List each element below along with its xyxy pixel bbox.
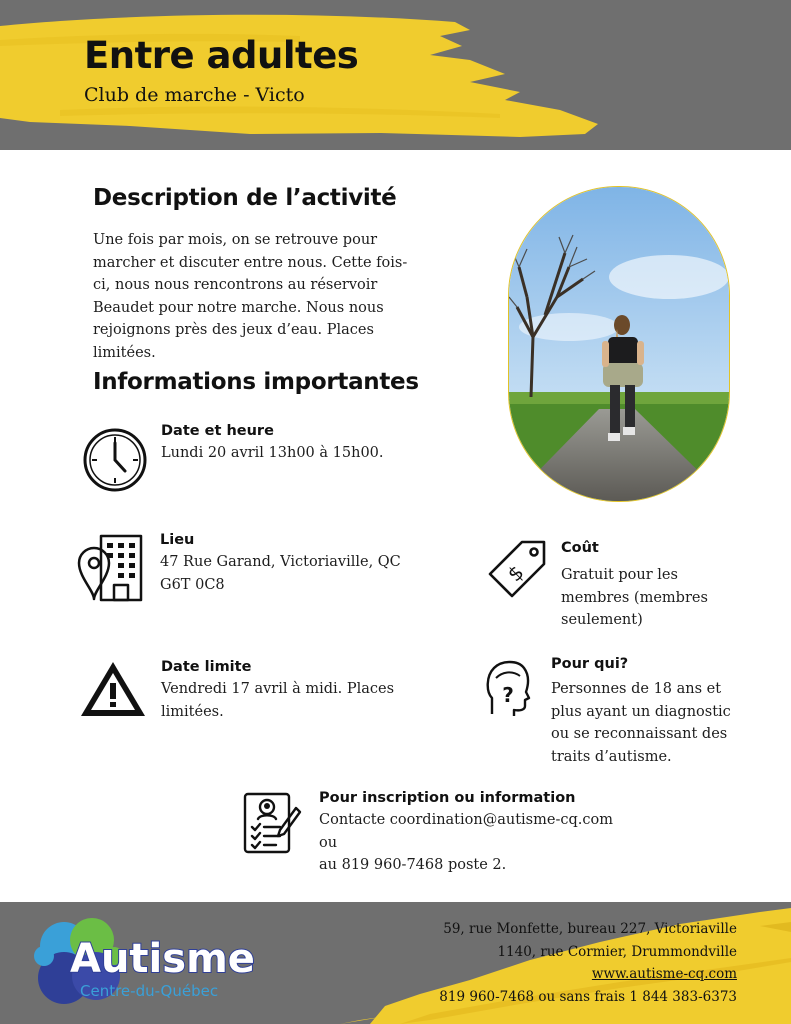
inscription-email-line[interactable]: Contacte coordination@autisme-cq.com	[319, 812, 613, 828]
price-tag-icon	[486, 538, 548, 600]
clipboard-checklist-icon	[242, 790, 302, 856]
footer-phone: 819 960-7468 ou sans frais 1 844 383-6373	[439, 988, 737, 1005]
photo-illustration	[509, 187, 729, 501]
info-heading: Informations importantes	[93, 369, 419, 395]
date-label: Date et heure	[161, 423, 274, 439]
question-head-icon	[484, 658, 532, 718]
header-band	[0, 0, 791, 150]
description-heading: Description de l’activité	[93, 185, 397, 211]
cout-value: Gratuit pour les membres (membres seulement)	[561, 567, 708, 629]
building-location-icon	[77, 533, 145, 603]
svg-text:$: $	[502, 560, 529, 587]
website-link[interactable]: www.autisme-cq.com	[591, 966, 737, 982]
inscription-or-line: ou	[319, 835, 338, 851]
cout-label: Coût	[561, 540, 599, 556]
page-title: Entre adultes	[84, 34, 359, 77]
walking-woman-photo	[508, 186, 730, 502]
pourqui-value: Personnes de 18 ans et plus ayant un diagnostic ou se reconnaissant des traits d’autisme.	[551, 681, 731, 765]
address-drummondville: 1140, rue Cormier, Drummondville	[497, 943, 737, 960]
autisme-logo	[34, 916, 264, 1012]
clock-icon	[82, 427, 148, 493]
puzzle-logo-icon	[34, 916, 264, 1008]
pourqui-label: Pour qui?	[551, 656, 629, 672]
lieu-value: 47 Rue Garand, Victoriaville, QC G6T 0C8	[160, 554, 401, 593]
lieu-label: Lieu	[160, 532, 195, 548]
logo-main-text: Autisme	[70, 936, 255, 982]
warning-icon	[79, 659, 147, 719]
limite-value: Vendredi 17 avril à midi. Places limitées.	[161, 681, 395, 720]
address-victoriaville: 59, rue Monfette, bureau 227, Victoriaville	[443, 921, 737, 937]
footer-contact-block	[439, 918, 737, 1008]
date-value: Lundi 20 avril 13h00 à 15h00.	[161, 445, 384, 461]
description-text: Une fois par mois, on se retrouve pour marcher et discuter entre nous. Cette fois-ci, nous nous rencontrons au réservoir Beaudet pour notre marche. Nous nous rejoignons près des jeux d’eau. Places limitées.	[93, 232, 408, 361]
inscription-phone-line: au 819 960-7468 poste 2.	[319, 857, 507, 873]
page-subtitle: Club de marche - Victo	[84, 84, 305, 106]
limite-label: Date limite	[161, 659, 252, 675]
logo-sub-text: Centre-du-Québec	[80, 982, 219, 1000]
svg-text:?: ?	[502, 683, 514, 707]
inscription-label: Pour inscription ou information	[319, 790, 576, 806]
